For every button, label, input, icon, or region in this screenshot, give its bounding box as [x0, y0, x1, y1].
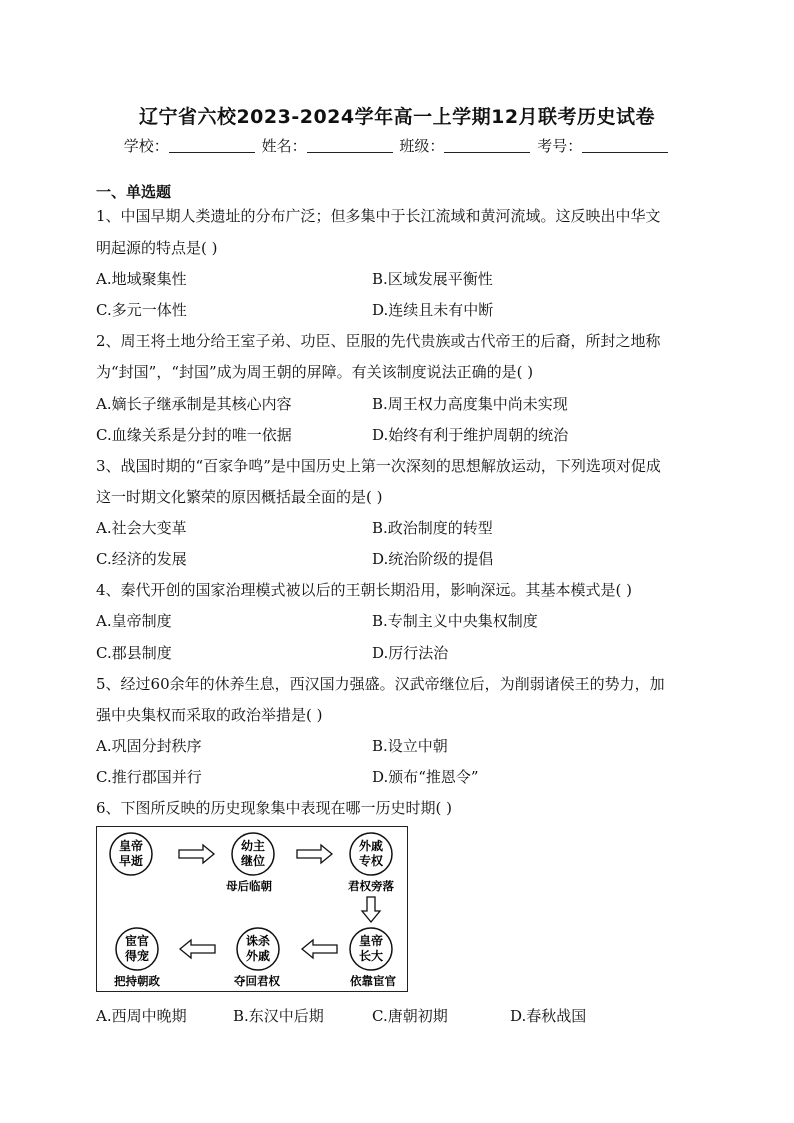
question-3-stem-line-2: 这一时期文化繁荣的原因概括最全面的是( ): [96, 488, 383, 506]
question-6-stem-line-1: 6、下图所反映的历史现象集中表现在哪一历史时期( ): [96, 799, 453, 817]
arrow-right-1-icon: [179, 845, 214, 863]
question-1-stem-line-1: 1、中国早期人类遗址的分布广泛；但多集中于长江流域和黄河流域。这反映出中华文: [96, 207, 661, 225]
question-4-option-c[interactable]: C.郡县制度: [96, 644, 172, 662]
question-2-option-c[interactable]: C.血缘关系是分封的唯一依据: [96, 426, 292, 444]
question-2-option-b[interactable]: B.周王权力高度集中尚未实现: [372, 395, 568, 413]
question-6-option-d[interactable]: D.春秋战国: [510, 1007, 587, 1025]
node-4-line-2: 长大: [358, 949, 384, 963]
question-5-stem-line-2: 强中央集权而采取的政治举措是( ): [96, 706, 323, 724]
cycle-diagram-canvas: [97, 827, 406, 990]
node-3-line-1: 外戚: [358, 839, 384, 853]
node-4-caption: 依靠宦官: [350, 974, 396, 988]
diagram-node-2: [226, 833, 274, 893]
diagram-node-6: [114, 928, 160, 988]
name-blank[interactable]: [307, 138, 393, 153]
question-3-option-d[interactable]: D.统治阶级的提倡: [372, 550, 494, 568]
question-1-option-c[interactable]: C.多元一体性: [96, 301, 187, 319]
node-1-line-2: 早逝: [118, 854, 144, 868]
arrow-left-1-icon: [302, 940, 337, 958]
diagram-node-5: [233, 928, 280, 988]
arrow-left-2-icon: [180, 940, 215, 958]
question-5-option-a[interactable]: A.巩固分封秩序: [96, 737, 202, 755]
arrow-right-2-icon: [297, 845, 332, 863]
school-blank[interactable]: [169, 138, 255, 153]
section-heading: 一、单选题: [96, 183, 172, 201]
class-blank[interactable]: [444, 138, 530, 153]
school-label: 学校：: [123, 137, 169, 155]
history-cycle-diagram: [96, 826, 408, 992]
exam-number-blank[interactable]: [582, 138, 668, 153]
arrow-down-icon: [362, 897, 380, 922]
question-1-stem-line-2: 明起源的特点是( ): [96, 239, 218, 257]
question-1-option-d[interactable]: D.连续且未有中断: [372, 301, 494, 319]
diagram-node-3: [348, 833, 394, 893]
question-5-option-c[interactable]: C.推行郡国并行: [96, 768, 202, 786]
question-3-option-b[interactable]: B.政治制度的转型: [372, 519, 493, 537]
question-6-option-c[interactable]: C.唐朝初期: [372, 1007, 448, 1025]
question-3-stem-line-1: 3、战国时期的“百家争鸣”是中国历史上第一次深刻的思想解放运动，下列选项对促成: [96, 457, 661, 475]
node-3-caption: 君权旁落: [348, 879, 394, 893]
question-4-stem-line-1: 4、秦代开创的国家治理模式被以后的王朝长期沿用，影响深远。其基本模式是( ): [96, 581, 633, 599]
class-label: 班级：: [399, 137, 445, 155]
node-2-line-1: 幼主: [240, 839, 266, 853]
question-1-option-b[interactable]: B.区域发展平衡性: [372, 270, 493, 288]
student-info-row: [0, 135, 794, 156]
question-4-option-b[interactable]: B.专制主义中央集权制度: [372, 612, 538, 630]
question-6-option-a[interactable]: A.西周中晚期: [96, 1007, 187, 1025]
question-3-option-c[interactable]: C.经济的发展: [96, 550, 187, 568]
question-1-option-a[interactable]: A.地域聚集性: [96, 270, 187, 288]
question-3-option-a[interactable]: A.社会大变革: [96, 519, 187, 537]
question-2-option-a[interactable]: A.嫡长子继承制是其核心内容: [96, 395, 292, 413]
node-2-caption: 母后临朝: [226, 879, 272, 893]
question-2-stem-line-2: 为“封国”，“封国”成为周王朝的屏障。有关该制度说法正确的是( ): [96, 363, 534, 381]
node-5-line-2: 外戚: [245, 949, 271, 963]
node-2-line-2: 继位: [240, 854, 266, 868]
question-6-option-b[interactable]: B.东汉中后期: [233, 1007, 324, 1025]
node-6-line-2: 得宠: [124, 949, 150, 963]
exam-title: 辽宁省六校2023-2024学年高一上学期12月联考历史试卷: [138, 106, 656, 128]
diagram-node-4: [349, 928, 396, 988]
question-2-stem-line-1: 2、周王将土地分给王室子弟、功臣、臣服的先代贵族或古代帝王的后裔，所封之地称: [96, 332, 661, 350]
node-6-line-1: 宦官: [124, 934, 150, 948]
name-label: 姓名：: [261, 137, 307, 155]
question-5-option-b[interactable]: B.设立中朝: [372, 737, 448, 755]
question-2-option-d[interactable]: D.始终有利于维护周朝的统治: [372, 426, 569, 444]
node-3-line-2: 专权: [358, 854, 384, 868]
node-1-line-1: 皇帝: [118, 839, 144, 853]
node-4-line-1: 皇帝: [358, 934, 384, 948]
question-4-option-a[interactable]: A.皇帝制度: [96, 612, 172, 630]
question-5-option-d[interactable]: D.颁布“推恩令”: [372, 768, 479, 786]
question-5-stem-line-1: 5、经过60余年的休养生息，西汉国力强盛。汉武帝继位后，为削弱诸侯王的势力，加: [96, 675, 665, 693]
node-5-line-1: 诛杀: [245, 934, 271, 948]
node-6-caption: 把持朝政: [114, 974, 160, 988]
diagram-node-1: [110, 833, 152, 875]
exam-number-label: 考号：: [537, 137, 583, 155]
node-5-caption: 夺回君权: [234, 974, 280, 988]
question-4-option-d[interactable]: D.厉行法治: [372, 644, 449, 662]
